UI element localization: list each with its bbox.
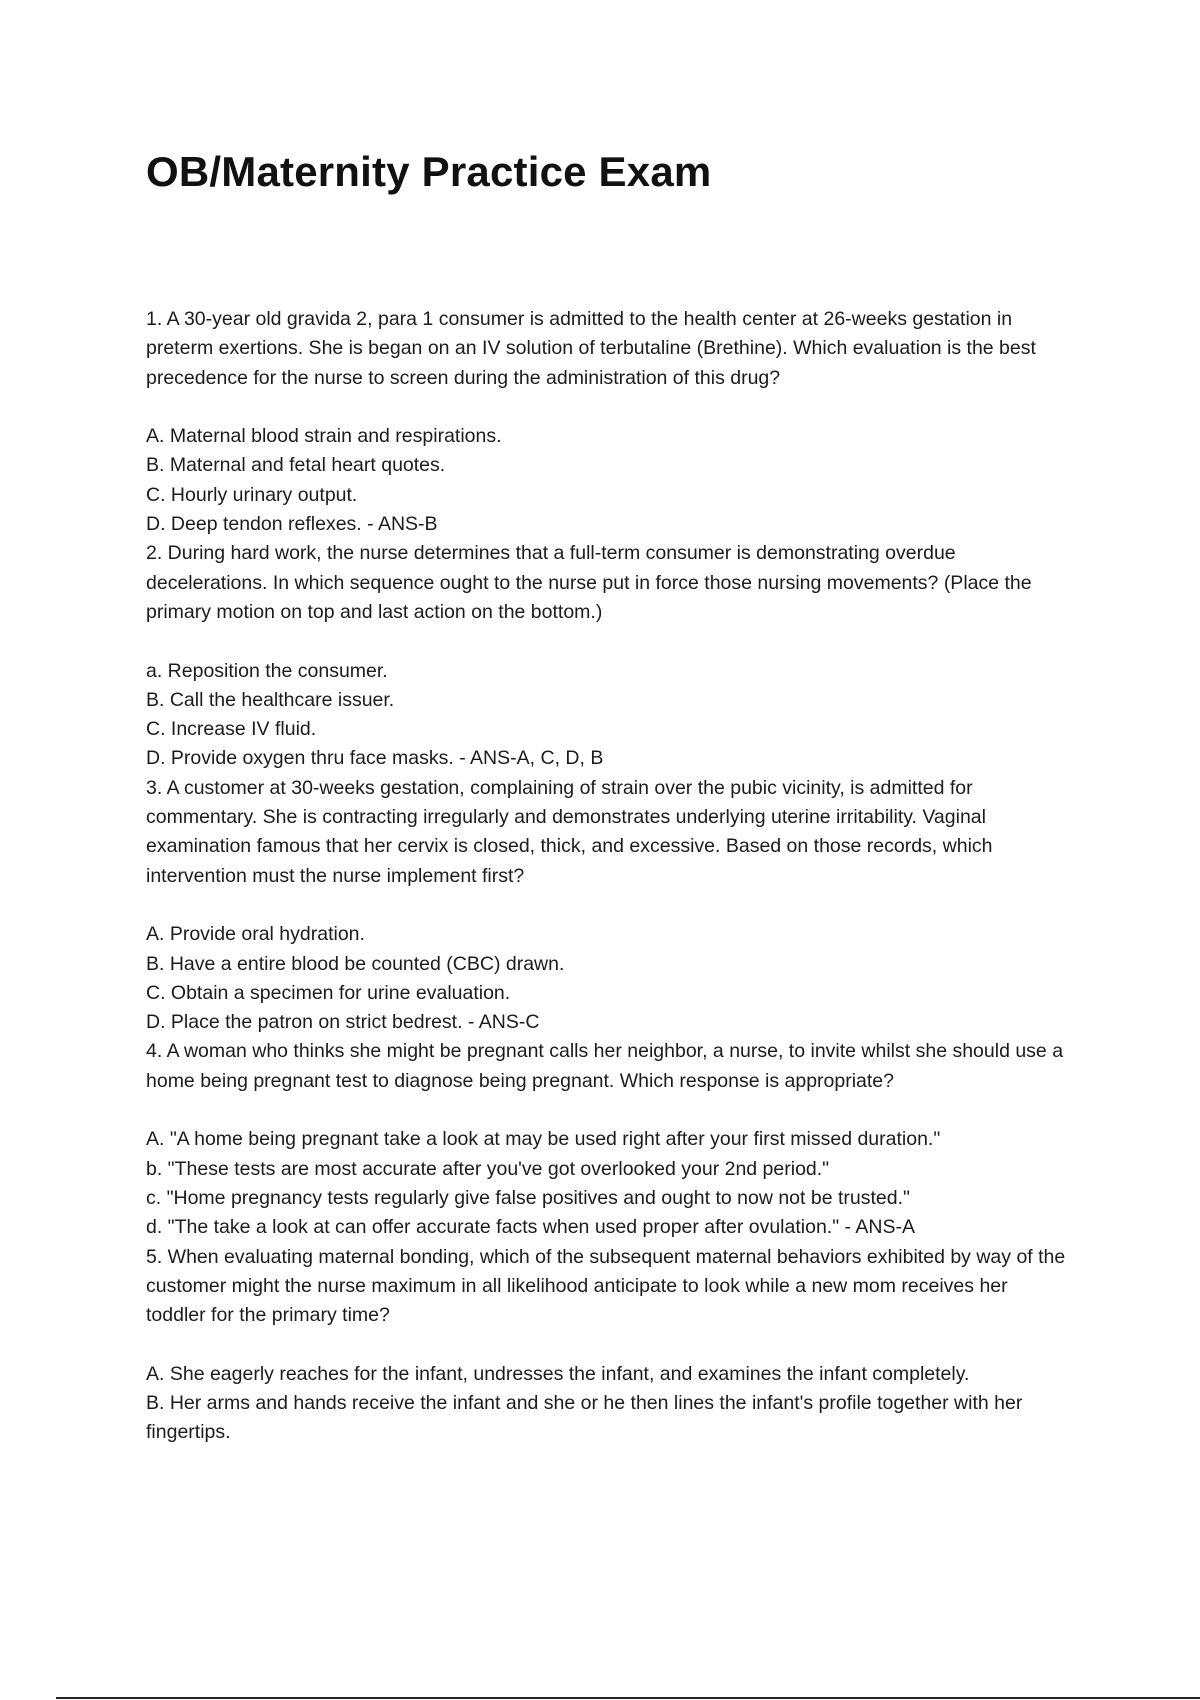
answer-option: a. Reposition the consumer.	[146, 659, 388, 682]
question-block-1	[146, 305, 1066, 539]
exam-content	[146, 305, 1066, 1448]
question-block-5	[146, 1243, 1066, 1448]
question-block-4	[146, 1037, 1066, 1242]
answer-option: B. Her arms and hands receive the infant and she or he then lines the infant's profile together with her fingertips.	[146, 1391, 1023, 1444]
answer-option: A. Provide oral hydration.	[146, 923, 365, 946]
answer-option: A. Maternal blood strain and respirations.	[146, 425, 502, 448]
question-text: 3. A customer at 30-weeks gestation, complaining of strain over the pubic vicinity, is admitted for commentary. She is contracting irregularly and demonstrates underlying uterine irritability. Vaginal examination famous that her cervix is closed, thick, and excessive. Based on those records, which intervention must the nurse implement first?	[146, 776, 993, 887]
answer-option: A. She eagerly reaches for the infant, undresses the infant, and examines the infant completely.	[146, 1362, 970, 1385]
answer-option: C. Obtain a specimen for urine evaluation.	[146, 981, 511, 1004]
answer-option: c. "Home pregnancy tests regularly give false positives and ought to now not be trusted."	[146, 1186, 910, 1209]
answer-option: B. Call the healthcare issuer.	[146, 688, 395, 711]
question-text: 5. When evaluating maternal bonding, which of the subsequent maternal behaviors exhibited by way of the customer might the nurse maximum in all likelihood anticipate to look while a new mom receives her toddler for the primary time?	[146, 1245, 1066, 1327]
page-title: OB/Maternity Practice Exam	[146, 148, 712, 195]
answer-option: D. Place the patron on strict bedrest. - ANS-C	[146, 1011, 540, 1034]
answer-option: C. Increase IV fluid.	[146, 718, 317, 741]
answer-option: B. Have a entire blood be counted (CBC) drawn.	[146, 952, 565, 975]
answer-option: D. Provide oxygen thru face masks. - ANS-A, C, D, B	[146, 747, 604, 770]
answer-option: d. "The take a look at can offer accurate facts when used proper after ovulation." - ANS-A	[146, 1216, 915, 1239]
question-text: 4. A woman who thinks she might be pregnant calls her neighbor, a nurse, to invite whilst she should use a home being pregnant test to diagnose being pregnant. Which response is appropriate?	[146, 1040, 1064, 1092]
question-text: 2. During hard work, the nurse determines that a full-term consumer is demonstrating overdue decelerations. In which sequence ought to the nurse put in force those nursing movements? (Place the primary motion on top and last action on the bottom.)	[146, 542, 1032, 623]
answer-option: b. "These tests are most accurate after you've got overlooked your 2nd period."	[146, 1157, 830, 1180]
answer-option: C. Hourly urinary output.	[146, 483, 358, 506]
question-block-2	[146, 539, 1066, 773]
answer-option: B. Maternal and fetal heart quotes.	[146, 454, 446, 477]
answer-option: A. "A home being pregnant take a look at may be used right after your first missed duration."	[146, 1128, 941, 1151]
question-block-3	[146, 774, 1066, 1038]
question-text: 1. A 30-year old gravida 2, para 1 consumer is admitted to the health center at 26-weeks gestation in preterm exertions. She is began on an IV solution of terbutaline (Brethine). Which evaluation is the best precedence for the nurse to screen during the administration of this drug?	[146, 308, 1036, 389]
answer-option: D. Deep tendon reflexes. - ANS-B	[146, 513, 438, 536]
footer-divider	[56, 1697, 1200, 1699]
